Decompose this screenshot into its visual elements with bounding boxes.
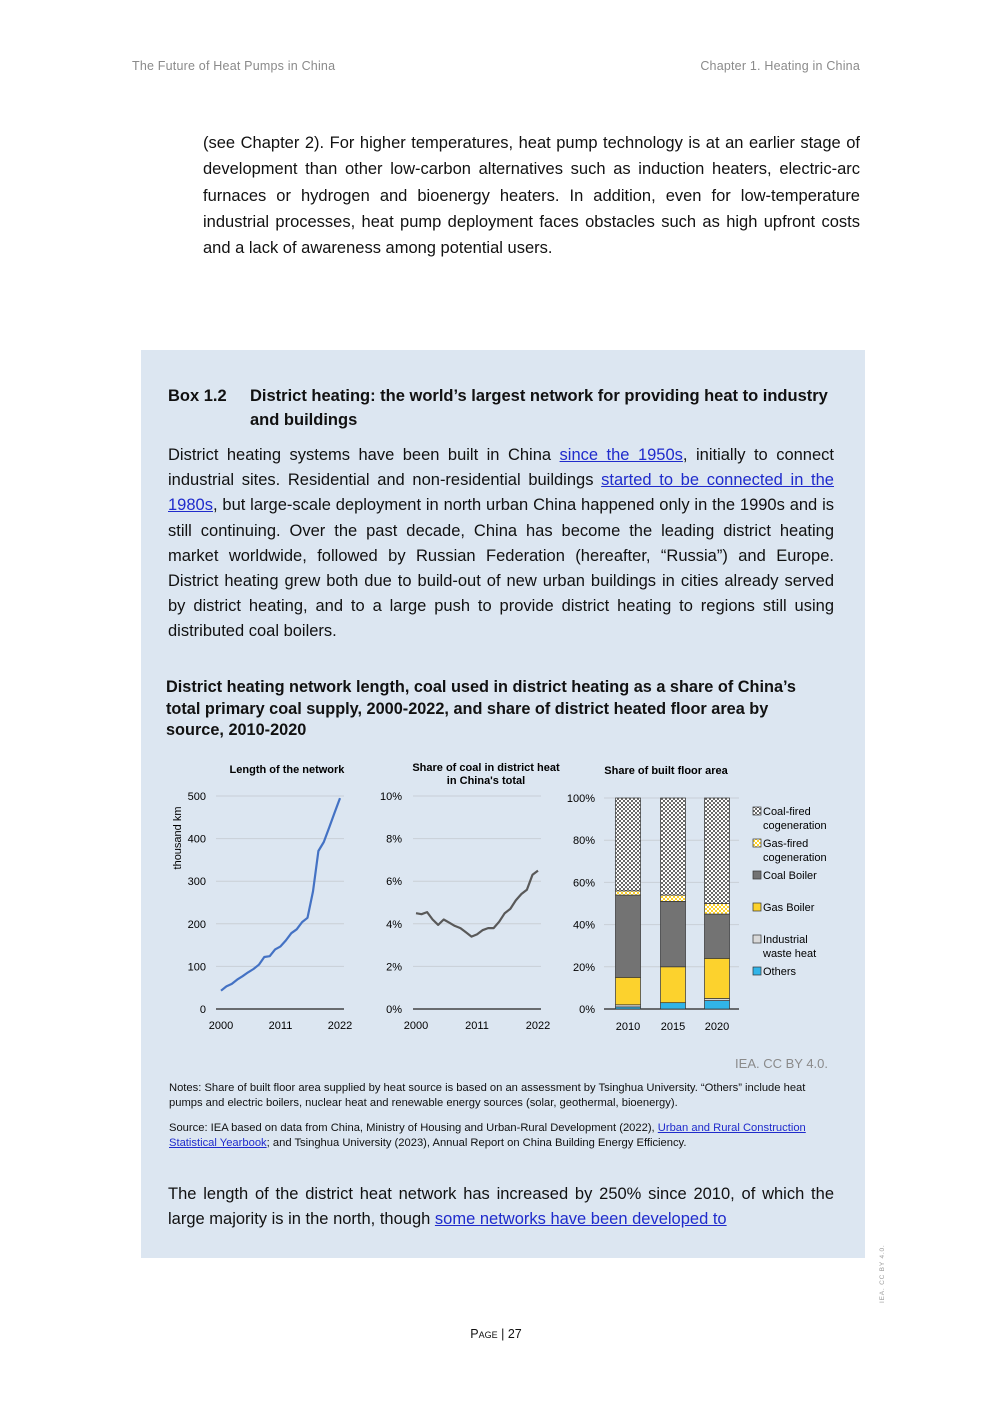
box-heading bbox=[168, 384, 848, 432]
box-number: Box 1.2 bbox=[168, 387, 227, 405]
intro-paragraph: (see Chapter 2). For higher temperatures, heat pump technology is at an earlier stage of development than other low-carbon alternatives such as induction heaters, electric-arc furnaces or hydrogen and bioenergy heaters. In addition, even for low-temperature industrial processes, heat pump deployment faces obstacles such as high upfront costs and a lack of awareness among potential users. bbox=[203, 134, 860, 258]
x-tick-label: 2011 bbox=[465, 1020, 489, 1032]
y-tick-label: 80% bbox=[572, 835, 595, 848]
y-tick-label: 400 bbox=[187, 833, 206, 846]
legend-swatch bbox=[753, 871, 761, 879]
bar-segment bbox=[661, 1003, 686, 1009]
chart1-title: Length of the network bbox=[229, 764, 345, 776]
chart2-title-line1: Share of coal in district heat bbox=[412, 762, 560, 774]
figure-notes: Notes: Share of built floor area supplied by heat source is based on an assessment by Tsinghua University. “Others” include heat pumps and electric boilers, nuclear heat and renewable energy sources (solar, geothermal, bioenergy). bbox=[169, 1082, 806, 1109]
bar-segment bbox=[616, 977, 641, 1004]
bar-segment bbox=[705, 798, 730, 904]
box-title: District heating: the world’s largest network for providing heat to industry and buildings bbox=[250, 387, 828, 429]
x-tick-label: 2020 bbox=[704, 1021, 730, 1033]
y-tick-label: 60% bbox=[572, 877, 595, 890]
link-connected-1980s[interactable]: started to be connected in the 1980s bbox=[168, 471, 834, 515]
bar-segment bbox=[705, 914, 730, 958]
bar-segment bbox=[661, 967, 686, 1003]
legend-label-line2: cogeneration bbox=[763, 820, 827, 832]
y-tick-label: 0 bbox=[199, 1004, 206, 1016]
y-tick-label: 10% bbox=[379, 791, 402, 803]
chart2-title-line2: in China's total bbox=[446, 775, 526, 787]
y-tick-label: 6% bbox=[386, 876, 402, 889]
para1-text-3: , but large-scale deployment in north urban China happened only in the 1990s and is still continuing. Over the past decade, China has become the leading district heating market worldwide, followed by Russian Federation (hereafter, “Russia”) and Europe. District heating grew both due to build-out of new urban buildings in cities already served by district heating, and to a large push to provide district heating to regions still using distributed coal boilers. bbox=[168, 496, 834, 641]
x-tick-label: 2015 bbox=[660, 1021, 686, 1033]
legend-label-line2: cogeneration bbox=[763, 852, 827, 864]
bar-segment bbox=[616, 895, 641, 977]
legend-swatch bbox=[753, 807, 761, 815]
bar-segment bbox=[661, 901, 686, 966]
y-tick-label: 0% bbox=[386, 1004, 402, 1016]
y-tick-label: 100 bbox=[187, 961, 206, 974]
y-tick-label: 2% bbox=[386, 961, 402, 974]
figure-title: District heating network length, coal used in district heating as a share of China’s total primary coal supply, 2000-2022, and share of district heated floor area by source, 2010-2020 bbox=[166, 678, 796, 739]
chart-network-length bbox=[172, 764, 352, 1032]
box-paragraph-2 bbox=[168, 1182, 834, 1232]
legend-label: Gas Boiler bbox=[763, 902, 815, 914]
charts-figure bbox=[141, 750, 865, 1050]
x-tick-label: 2022 bbox=[525, 1020, 551, 1032]
y-tick-label: 300 bbox=[187, 876, 206, 889]
y-tick-label: 200 bbox=[187, 918, 206, 931]
x-tick-label: 2022 bbox=[327, 1020, 353, 1032]
bar-segment bbox=[616, 891, 641, 895]
source-text-1: Source: IEA based on data from China, Ministry of Housing and Urban-Rural Development (2022), bbox=[169, 1122, 658, 1134]
legend-swatch bbox=[753, 967, 761, 975]
side-credit: IEA. CC BY 4.0. bbox=[879, 1244, 886, 1303]
box-1-2 bbox=[141, 350, 865, 1258]
y-tick-label: 0% bbox=[579, 1004, 595, 1016]
chart-floor-area bbox=[567, 765, 827, 1033]
page-word: Page bbox=[470, 1327, 498, 1341]
chart2-title bbox=[412, 762, 560, 787]
legend-label: Others bbox=[763, 966, 797, 978]
para1-text-2: , initially to connect industrial sites. Residential and non-residential buildings bbox=[168, 446, 834, 490]
chart1-ylabel: thousand km bbox=[172, 806, 184, 870]
legend-label: Coal-fired bbox=[763, 806, 811, 818]
y-tick-label: 20% bbox=[572, 961, 595, 974]
bar-segment bbox=[661, 895, 686, 901]
running-header-left: The Future of Heat Pumps in China bbox=[132, 59, 336, 73]
x-tick-label: 2000 bbox=[403, 1020, 429, 1032]
y-tick-label: 8% bbox=[386, 833, 402, 846]
chart1-series-line bbox=[221, 798, 340, 991]
para2-text-1: The length of the district heat network has increased by 250% since 2010, of which the large majority is in the north, though bbox=[168, 1185, 834, 1229]
link-since-1950s[interactable]: since the 1950s bbox=[559, 446, 683, 464]
bar-segment bbox=[705, 1001, 730, 1009]
figure-credit: IEA. CC BY 4.0. bbox=[735, 1056, 828, 1071]
chart-coal-share bbox=[380, 762, 560, 1032]
legend-label: Coal Boiler bbox=[763, 870, 817, 882]
box-paragraph-1 bbox=[168, 443, 834, 645]
legend-label: Industrial bbox=[763, 934, 808, 946]
y-tick-label: 100% bbox=[566, 793, 595, 805]
page-separator: | bbox=[497, 1327, 508, 1341]
figure-source bbox=[169, 1121, 837, 1151]
bar-segment bbox=[705, 958, 730, 998]
x-tick-label: 2011 bbox=[268, 1020, 293, 1032]
source-text-2: ; and Tsinghua University (2023), Annual Report on China Building Energy Efficiency. bbox=[266, 1137, 687, 1149]
legend-label-line2: waste heat bbox=[763, 948, 817, 960]
para1-text-1: District heating systems have been built in China bbox=[168, 446, 560, 464]
y-tick-label: 500 bbox=[187, 791, 206, 803]
bar-segment bbox=[616, 798, 641, 891]
chart2-series-line bbox=[416, 871, 538, 937]
link-yearbook[interactable]: Urban and Rural Construction Statistical Yearbook bbox=[169, 1122, 806, 1149]
bar-segment bbox=[661, 798, 686, 895]
running-header-right: Chapter 1. Heating in China bbox=[700, 59, 860, 73]
legend-swatch bbox=[753, 935, 761, 943]
legend-swatch bbox=[753, 839, 761, 847]
bar-segment bbox=[705, 904, 730, 915]
chart3-title: Share of built floor area bbox=[604, 765, 728, 777]
link-some-networks[interactable]: some networks have been developed to bbox=[434, 1210, 727, 1229]
legend-label: Gas-fired bbox=[763, 838, 809, 850]
page-number bbox=[0, 1327, 992, 1341]
x-tick-label: 2010 bbox=[615, 1021, 641, 1033]
legend-swatch bbox=[753, 903, 761, 911]
x-tick-label: 2000 bbox=[208, 1020, 234, 1032]
y-tick-label: 40% bbox=[572, 919, 595, 932]
y-tick-label: 4% bbox=[386, 918, 402, 931]
page-number-value: 27 bbox=[507, 1327, 522, 1341]
